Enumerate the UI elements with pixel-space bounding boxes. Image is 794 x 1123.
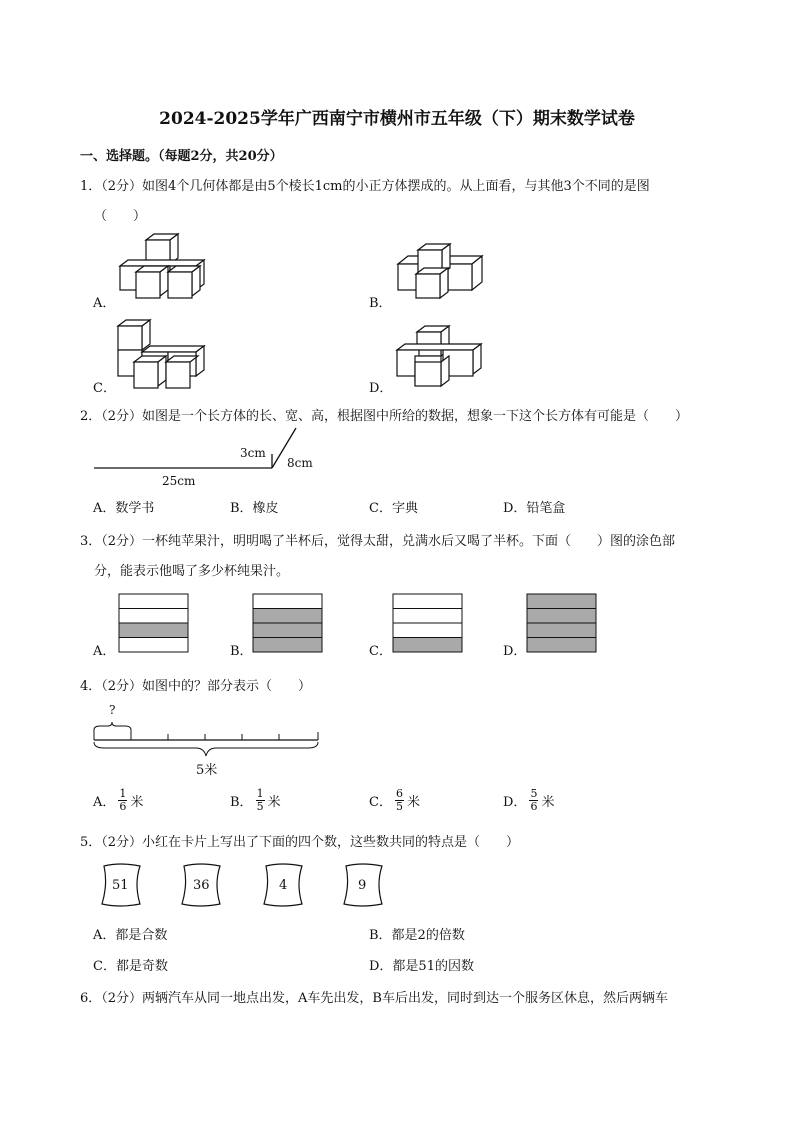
q5-option-b: B．都是2的倍数 [369, 928, 465, 943]
q4-option-b-label: B． [230, 795, 253, 810]
q3-bar-a-row-2 [119, 609, 188, 624]
numerator: 5 [530, 787, 538, 800]
q1-option-b-label: B． [369, 296, 392, 311]
q2-option-b: B．橡皮 [230, 501, 279, 516]
q3-bar-d-row-4 [527, 638, 596, 653]
q4-total-label: 5米 [196, 763, 218, 778]
q3-option-d-label: D． [503, 644, 527, 659]
q4-option-c-fraction [395, 788, 404, 813]
unit: 米 [541, 795, 555, 810]
q4-option-a [93, 788, 143, 813]
q5-option-c: C．都是奇数 [93, 959, 168, 974]
q3-bar-a-row-1 [119, 594, 188, 609]
denominator: 5 [256, 800, 264, 813]
unit: 米 [406, 795, 420, 810]
q2-option-c: C．字典 [369, 501, 418, 516]
q4-option-d-fraction [529, 788, 538, 813]
q2-height-label: 3cm [240, 446, 266, 460]
q4-question-mark: ? [109, 703, 116, 717]
q3-option-c-label: C． [369, 644, 392, 659]
question-4-stem: 4．（2分）如图中的？部分表示（ ） [80, 679, 312, 694]
question-3-stem-line1: 3．（2分）一杯纯苹果汁，明明喝了半杯后，觉得太甜，兑满水后又喝了半杯。下面（ ）图的涂色部 [80, 534, 676, 549]
q4-option-b [230, 788, 281, 813]
q1-option-d-label: D． [369, 381, 393, 396]
q2-option-a: A．数学书 [93, 501, 155, 516]
unit: 米 [267, 795, 281, 810]
q4-option-b-fraction [256, 788, 265, 813]
q4-option-a-label: A． [93, 795, 116, 810]
numerator: 1 [119, 787, 127, 800]
numerator: 1 [256, 787, 264, 800]
q4-option-c [369, 788, 420, 813]
q5-card-4-number: 9 [358, 878, 367, 893]
numerator: 6 [395, 787, 403, 800]
denominator: 6 [119, 800, 127, 813]
q3-bar-c-row-1 [393, 594, 462, 609]
q2-length-label: 25cm [162, 474, 196, 488]
section-heading: 一、选择题。（每题2分，共20分） [80, 149, 283, 164]
q3-option-b-label: B． [230, 644, 253, 659]
q5-card-1-number: 51 [112, 878, 129, 893]
q4-option-d [503, 788, 554, 813]
question-1-blank: （ ） [94, 209, 147, 224]
unit: 米 [130, 795, 144, 810]
q5-card-2-number: 36 [193, 878, 210, 893]
q4-option-c-label: C． [369, 795, 392, 810]
question-5-stem: 5．（2分）小红在卡片上写出了下面的四个数，这些数共同的特点是（ ） [80, 835, 520, 850]
denominator: 5 [395, 800, 403, 813]
question-6-stem: 6．（2分）两辆汽车从同一地点出发，A车先出发，B车后出发，同时到达一个服务区休息，然后两辆车 [80, 991, 668, 1006]
q5-option-a: A．都是合数 [93, 928, 168, 943]
q5-option-d: D．都是51的因数 [369, 959, 474, 974]
q3-bar-b-row-4 [253, 638, 322, 653]
question-2-stem: 2．（2分）如图是一个长方体的长、宽、高，根据图中所给的数据，想象一下这个长方体有可能是（ ） [80, 409, 689, 424]
q4-segment-diagram [92, 700, 322, 760]
q3-bar-c-row-3 [393, 623, 462, 638]
q2-width-label: 8cm [287, 456, 313, 470]
q4-option-a-fraction [118, 788, 127, 813]
q3-bar-b-row-2 [253, 609, 322, 624]
q3-bar-a-row-3 [119, 623, 188, 638]
q5-card-3-number: 4 [279, 878, 288, 893]
q4-option-d-label: D． [503, 795, 527, 810]
q3-bar-c-row-4 [393, 638, 462, 653]
q2-option-d: D．铅笔盒 [503, 501, 566, 516]
q1-option-a-label: A． [93, 296, 116, 311]
q3-bar-d-row-2 [527, 609, 596, 624]
q3-bar-a-row-4 [119, 638, 188, 653]
q3-option-a-label: A． [93, 644, 116, 659]
q3-bar-b-row-1 [253, 594, 322, 609]
q3-bar-b-row-3 [253, 623, 322, 638]
question-1-stem: 1．（2分）如图4个几何体都是由5个棱长1cm的小正方体摆成的。从上面看，与其他3个不同的是图 [80, 179, 650, 194]
q3-bar-d-row-3 [527, 623, 596, 638]
page-title: 2024-2025学年广西南宁市横州市五年级（下）期末数学试卷 [159, 109, 635, 129]
q1-option-c-label: C． [93, 381, 116, 396]
question-3-stem-line2: 分，能表示他喝了多少杯纯果汁。 [94, 564, 290, 579]
denominator: 6 [530, 800, 538, 813]
q3-bar-c-row-2 [393, 609, 462, 624]
q3-bar-d-row-1 [527, 594, 596, 609]
